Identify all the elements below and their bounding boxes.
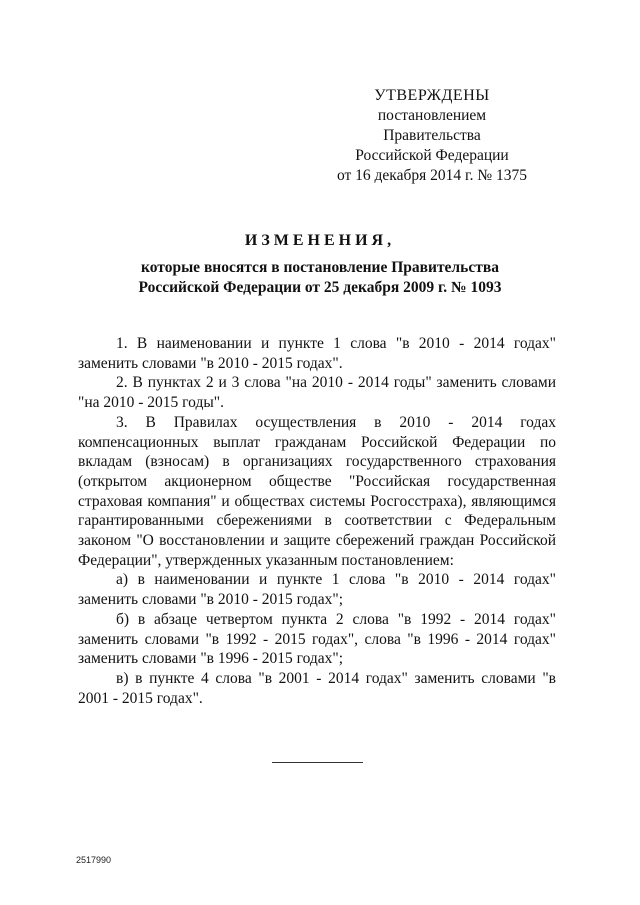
paragraph-3b: б) в абзаце четвертом пункта 2 слова "в 1992 - 2014 годах" заменить словами "в 1992 - 2015 годах", слова "в 1996 - 2014 годах" заменить словами "в 1996 - 2015 годах"; bbox=[78, 610, 556, 668]
subtitle-line-1: которые вносятся в постановление Правительства bbox=[141, 259, 499, 276]
paragraph-3a: а) в наименовании и пункте 1 слова "в 2010 - 2014 годах" заменить словами "в 2010 - 2015 годах"; bbox=[78, 571, 556, 609]
paragraph-1: 1. В наименовании и пункте 1 слова "в 2010 - 2014 годах" заменить словами "в 2010 - 2015 годах". bbox=[78, 335, 556, 372]
paragraph-3c: в) в пункте 4 слова "в 2001 - 2014 годах" заменить словами "в 2001 - 2015 годах". bbox=[78, 669, 556, 707]
approval-line-date: от 16 декабря 2014 г. № 1375 bbox=[336, 167, 528, 184]
paragraph-3: 3. В Правилах осуществления в 2010 - 2014 годах компенсационных выплат гражданам Российской Федерации по вкладам (взносам) в организациях государственного страхования (открытом акционерном обществе "Российская государственная страховая компания" и обществах системы Росгосстраха), являющимся гарантированными сбережениями в соответствии с Федеральным законом "О восстановлении и защите сбережений граждан Российской Федерации", утвержденных указанным постановлением: bbox=[78, 413, 556, 569]
end-divider bbox=[272, 762, 363, 763]
approval-block bbox=[330, 86, 534, 186]
document-subtitle bbox=[70, 258, 570, 298]
approval-heading: УТВЕРЖДЕНЫ bbox=[374, 87, 490, 104]
document-title: ИЗМЕНЕНИЯ, bbox=[244, 232, 396, 249]
paragraph-2: 2. В пунктах 2 и 3 слова "на 2010 - 2014 годы" заменить словами "на 2010 - 2015 годы". bbox=[78, 374, 556, 412]
approval-line-government: Российской Федерации bbox=[355, 147, 509, 164]
approval-line-decree: постановлением Правительства bbox=[377, 107, 487, 144]
document-number: 2517990 bbox=[76, 855, 112, 865]
subtitle-line-2: Российской Федерации от 25 декабря 2009 г. № 1093 bbox=[138, 279, 502, 296]
document-body bbox=[78, 334, 556, 708]
